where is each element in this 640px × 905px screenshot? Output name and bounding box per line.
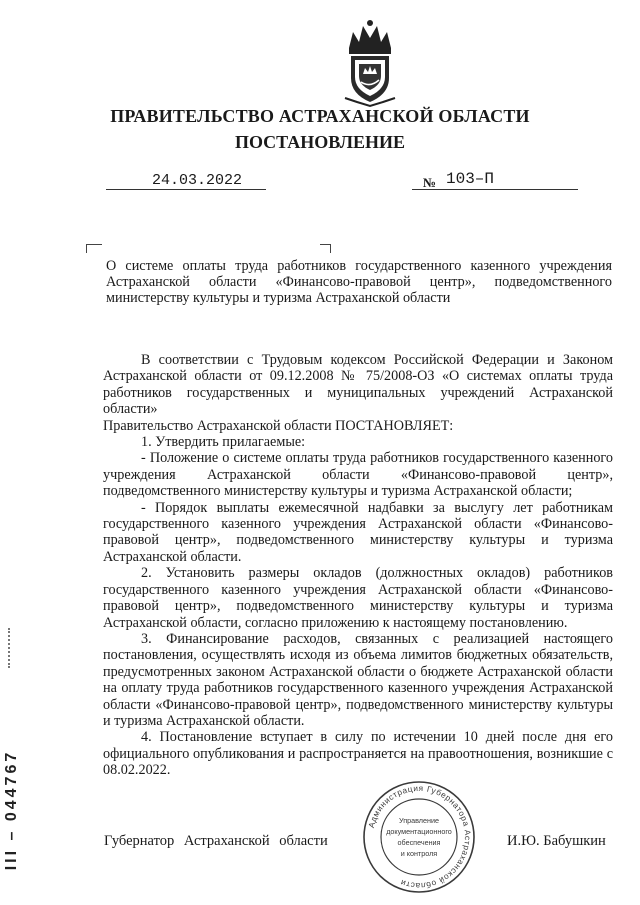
serial-number-text: III – 044767	[3, 749, 20, 871]
margin-tick-mark	[8, 628, 12, 668]
seal-ring-text: Администрация Губернатора Астраханской области	[366, 783, 473, 891]
item-2: 2. Установить размеры окладов (должностных окладов) работников государственного казенного учреждения Астраханской области «Финансово-правовой центр», подведомственного министерству культуры и туризма Астраханской области, согласно приложению к настоящему постановлению.	[103, 565, 613, 631]
seal-line-3: обеспечения	[397, 838, 441, 847]
seal-line-1: Управление	[399, 816, 439, 825]
signatory-name: И.Ю. Бабушкин	[507, 833, 606, 849]
document-body	[103, 352, 613, 779]
resolves-line: Правительство Астраханской области ПОСТАНОВЛЯЕТ:	[103, 417, 454, 434]
government-title: ПРАВИТЕЛЬСТВО АСТРАХАНСКОЙ ОБЛАСТИ	[110, 106, 530, 126]
preamble: В соответствии с Трудовым кодексом Российской Федерации и Законом Астраханской области от 09.12.2008 № 75/2008-ОЗ «О системах оплаты труда работников государственных и муниципальных учреждений Астраханской области»	[103, 352, 613, 418]
document-number: 103–П	[446, 170, 495, 188]
item-4: 4. Постановление вступает в силу по истечении 10 дней после дня его официального опубликования и распространяется на правоотношения, возникшие с 08.02.2022.	[103, 729, 613, 779]
document-date: 24.03.2022	[152, 172, 243, 189]
official-seal-icon	[361, 779, 477, 895]
serial-number	[0, 740, 24, 880]
item-3: 3. Финансирование расходов, связанных с реализацией настоящего постановления, осуществлять исходя из объема лимитов бюджетных обязательств, предусмотренных законом Астраханской области о бюджете Астраханской области на оплату труда работников государственного казенного учреждения Астраханской области «Финансово-правовой центр», подведомственного министерству культуры и туризма Астраханской области.	[103, 630, 613, 729]
document-type: ПОСТАНОВЛЕНИЕ	[234, 132, 406, 152]
date-underline	[106, 189, 266, 190]
svg-text:Администрация Губернатора Астр	[367, 784, 472, 890]
seal-line-4: и контроля	[400, 849, 438, 858]
corner-mark-right	[320, 244, 331, 253]
document-subject: О системе оплаты труда работников государственного казенного учреждения Астраханской области «Финансово-правовой центр», подведомственного министерству культуры и туризма Астраханской области	[106, 258, 612, 306]
number-label: №	[423, 175, 437, 190]
signatory-role: Губернатор Астраханской области	[104, 833, 328, 849]
corner-mark-left-extension	[96, 244, 102, 253]
item-1: 1. Утвердить прилагаемые:	[141, 434, 306, 451]
seal-line-2: документационного	[386, 827, 452, 836]
item-1b: - Порядок выплаты ежемесячной надбавки за выслугу лет работникам государственного казенного учреждения Астраханской области «Финансово-правовой центр», подведомственного министерству культуры и туризма Астраханской области.	[103, 499, 613, 565]
coat-of-arms-icon	[339, 18, 401, 108]
item-1a: - Положение о системе оплаты труда работников государственного казенного учреждения Астраханской области «Финансово-правовой центр», подведомственного министерству культуры и туризма Астраханской области;	[103, 450, 613, 500]
number-underline	[412, 189, 578, 190]
